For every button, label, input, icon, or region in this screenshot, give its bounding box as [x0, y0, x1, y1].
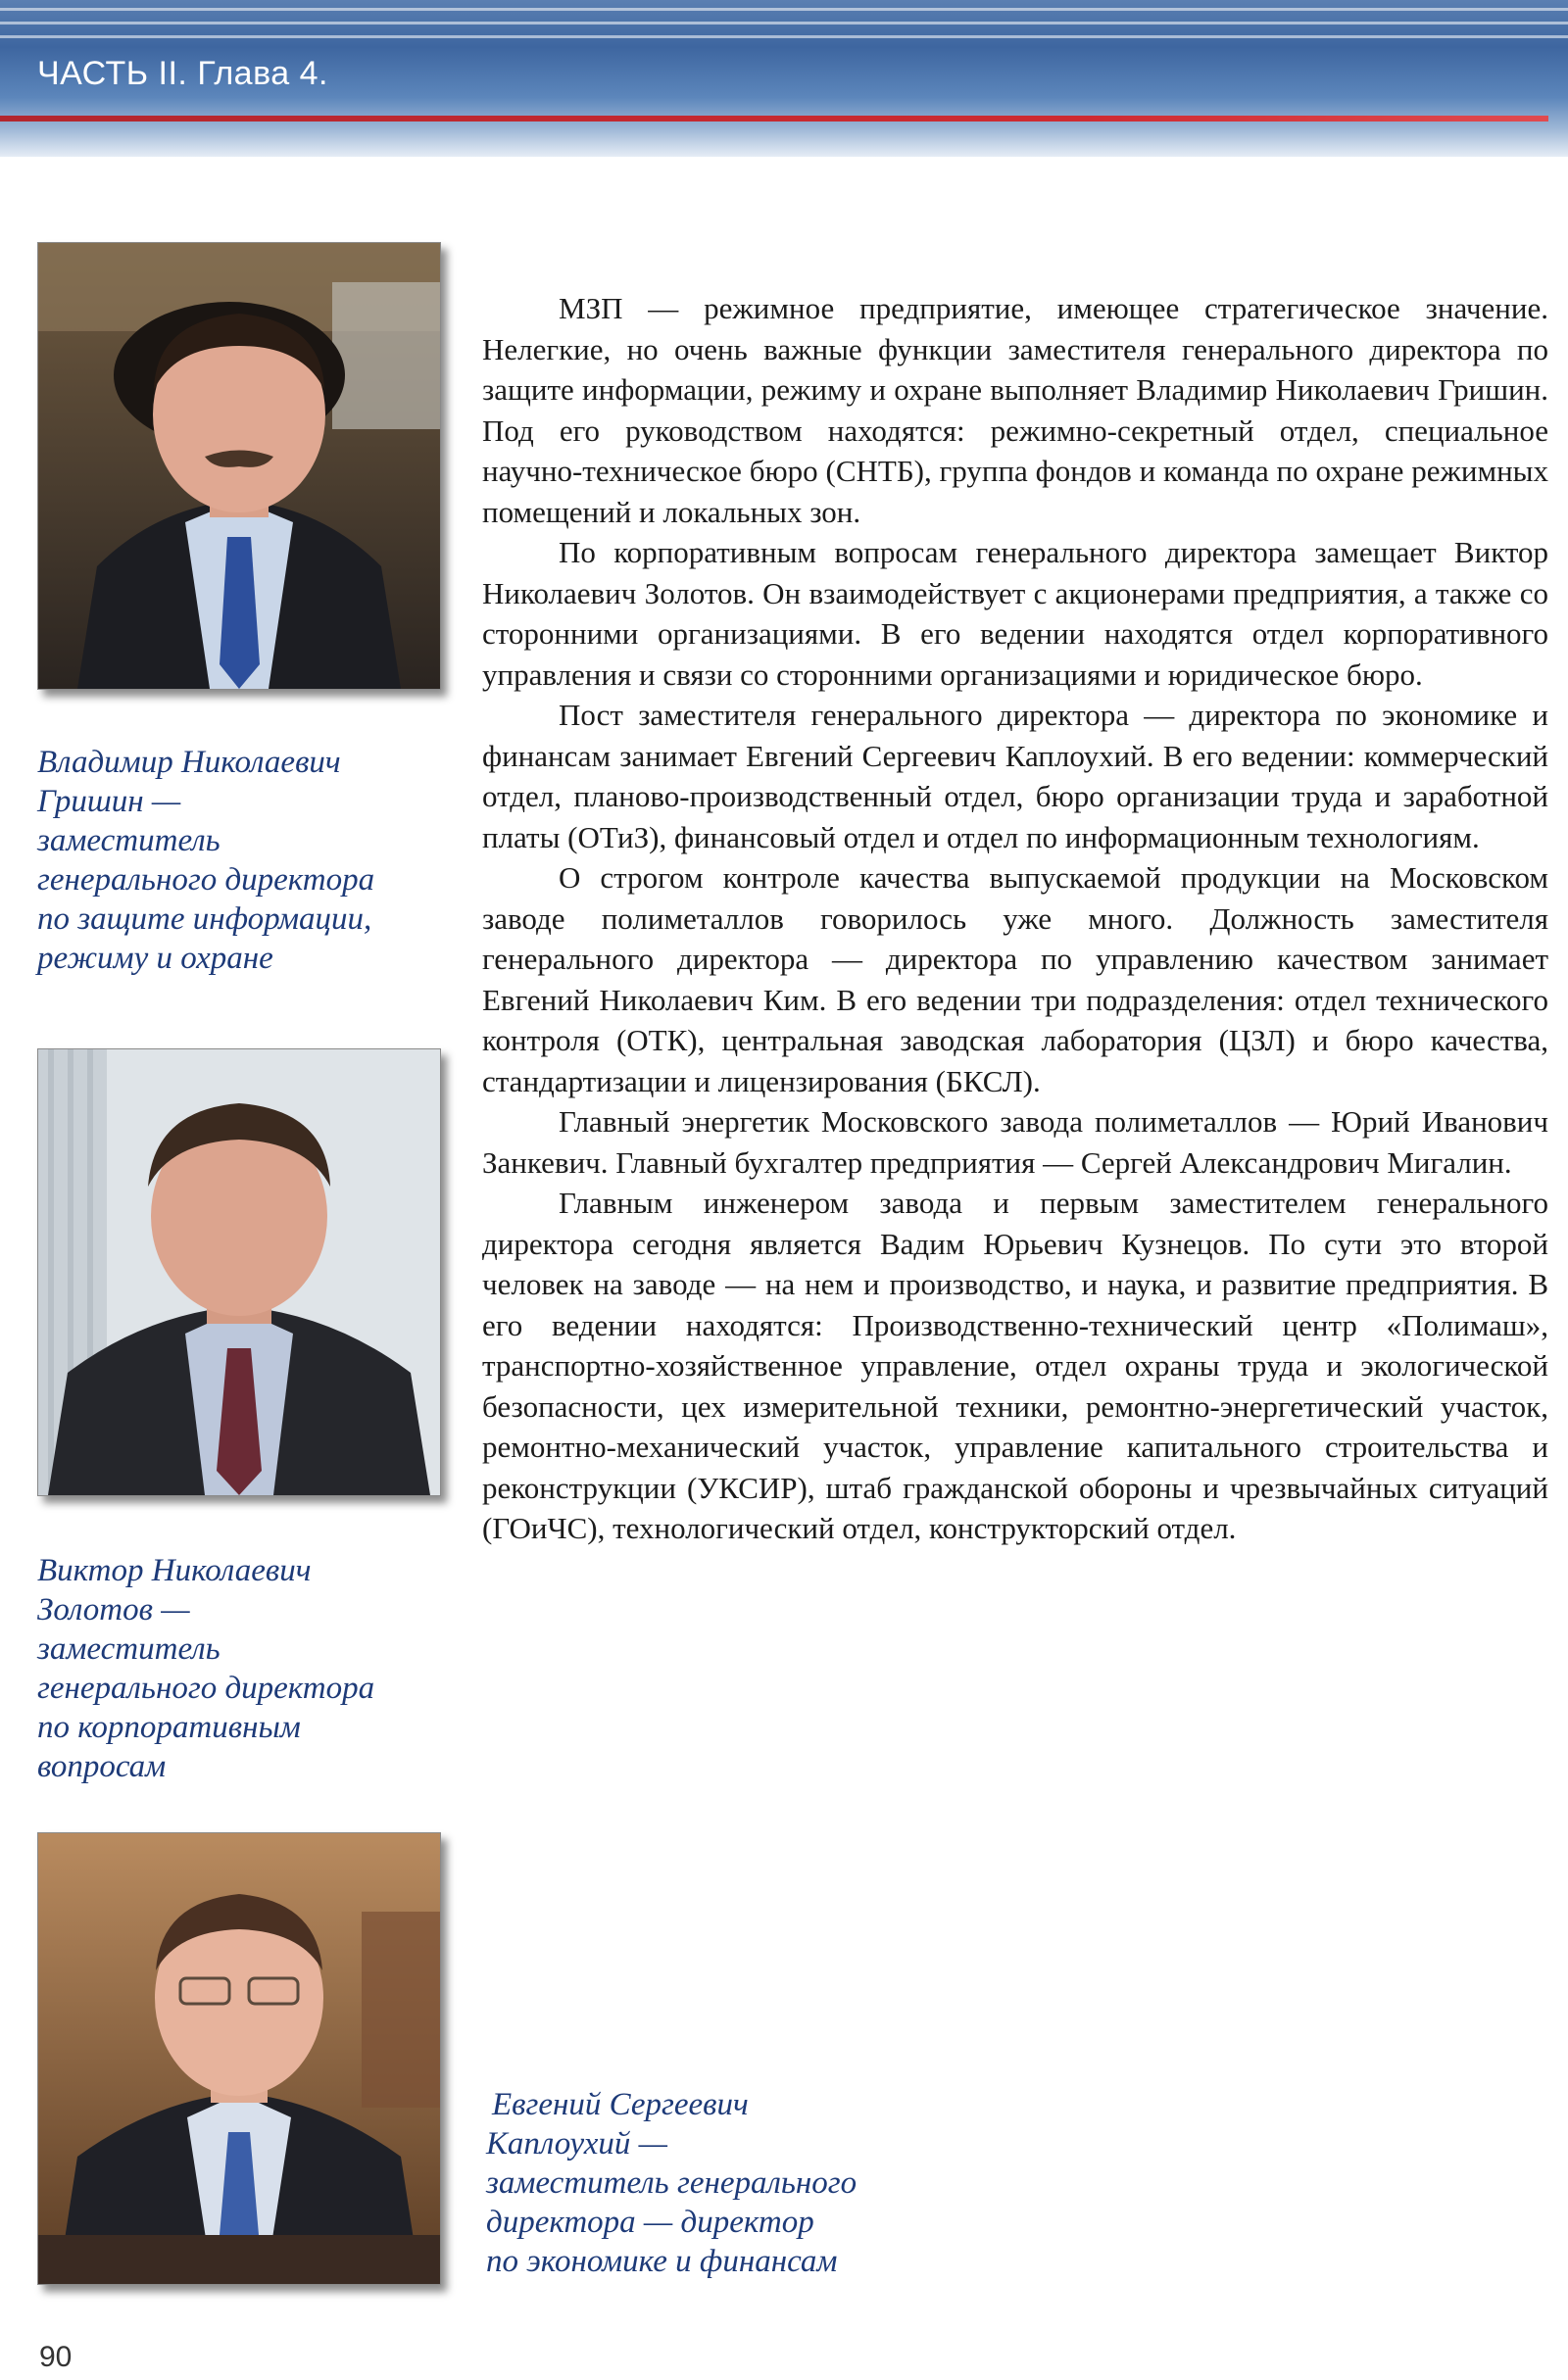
header-divider: [0, 116, 1548, 121]
caption-line: генерального директора: [37, 1671, 375, 1706]
caption-zolotov: [37, 1551, 374, 1786]
body-paragraph: Главный энергетик Московского завода полиметаллов — Юрий Иванович Занкевич. Главный бухгалтер предприятия — Сергей Александрович Мигалин.: [482, 1104, 1548, 1180]
portrait-photo-grishin: [37, 242, 441, 690]
chapter-title: ЧАСТЬ II. Глава 4.: [37, 55, 328, 92]
caption-line: Виктор Николаевич: [37, 1553, 312, 1588]
caption-line: Каплоухий —: [486, 2126, 667, 2161]
caption-line: Евгений Сергеевич: [492, 2087, 749, 2122]
caption-line: заместитель генерального: [486, 2165, 858, 2201]
portrait-photo-zolotov: [37, 1048, 441, 1496]
caption-line: Владимир Николаевич: [37, 745, 341, 780]
caption-line: по экономике и финансам: [486, 2244, 838, 2279]
caption-line: Гришин —: [37, 784, 181, 819]
chapter-header: [0, 0, 1568, 157]
caption-line: заместитель: [37, 1631, 220, 1667]
body-paragraph: Главным инженером завода и первым заместителем генерального директора сегодня является Вадим Юрьевич Кузнецов. По сути это второй человек на заводе — на нем и производство, и наука, и развитие предприятия. В его ведении находятся: Производственно-технический центр «Полимаш», транспортно-хозяйственное управление, отдел охраны труда и экологической безопасности, цех измерительной техники, ремонтно-энергетический участок, ремонтно-механический участок, управление капитального строительства и реконструкции (УКСИР), штаб гражданской обороны и чрезвычайных ситуаций (ГОиЧС), технологический отдел, конструкторский отдел.: [482, 1186, 1548, 1545]
page-number: 90: [39, 2341, 73, 2373]
caption-grishin: [37, 743, 374, 978]
caption-line: вопросам: [37, 1749, 167, 1784]
caption-line: заместитель: [37, 823, 220, 858]
body-paragraph: МЗП — режимное предприятие, имеющее стратегическое значение. Нелегкие, но очень важные функции заместителя генерального директора по защите информации, режиму и охране выполняет Владимир Николаевич Гришин. Под его руководством находятся: режимно-секретный отдел, специальное научно-техническое бюро (СНТБ), группа фондов и команда по охране режимных помещений и локальных зон.: [482, 291, 1548, 529]
portrait-photo-kaplouhiy: [37, 1832, 441, 2285]
caption-line: Золотов —: [37, 1592, 190, 1627]
caption-line: по корпоративным: [37, 1710, 301, 1745]
article-body: [482, 288, 1548, 1549]
caption-kaplouhiy: [486, 2085, 857, 2281]
body-paragraph: По корпоративным вопросам генерального директора замещает Виктор Николаевич Золотов. Он взаимодействует с акционерами предприятия, а также со сторонними организациями. В его ведении находятся отдел корпоративного управления и связи со сторонними организациями и юридическое бюро.: [482, 535, 1548, 692]
caption-line: по защите информации,: [37, 901, 372, 937]
caption-line: режиму и охране: [37, 941, 273, 976]
caption-line: генерального директора: [37, 862, 375, 898]
body-paragraph: Пост заместителя генерального директора — директора по экономике и финансам занимает Евгений Сергеевич Каплоухий. В его ведении: коммерческий отдел, планово-производственный отдел, бюро организации труда и заработной платы (ОТиЗ), финансовый отдел и отдел по информационным технологиям.: [482, 698, 1548, 854]
body-paragraph: О строгом контроле качества выпускаемой продукции на Московском заводе полиметаллов говорилось уже много. Должность заместителя генерального директора — директора по управлению качеством занимает Евгений Николаевич Ким. В его ведении три подразделения: отдел технического контроля (ОТК), центральная заводская лаборатория (ЦЗЛ) и бюро качества, стандартизации и лицензирования (БКСЛ).: [482, 860, 1548, 1098]
caption-line: директора — директор: [486, 2205, 814, 2240]
